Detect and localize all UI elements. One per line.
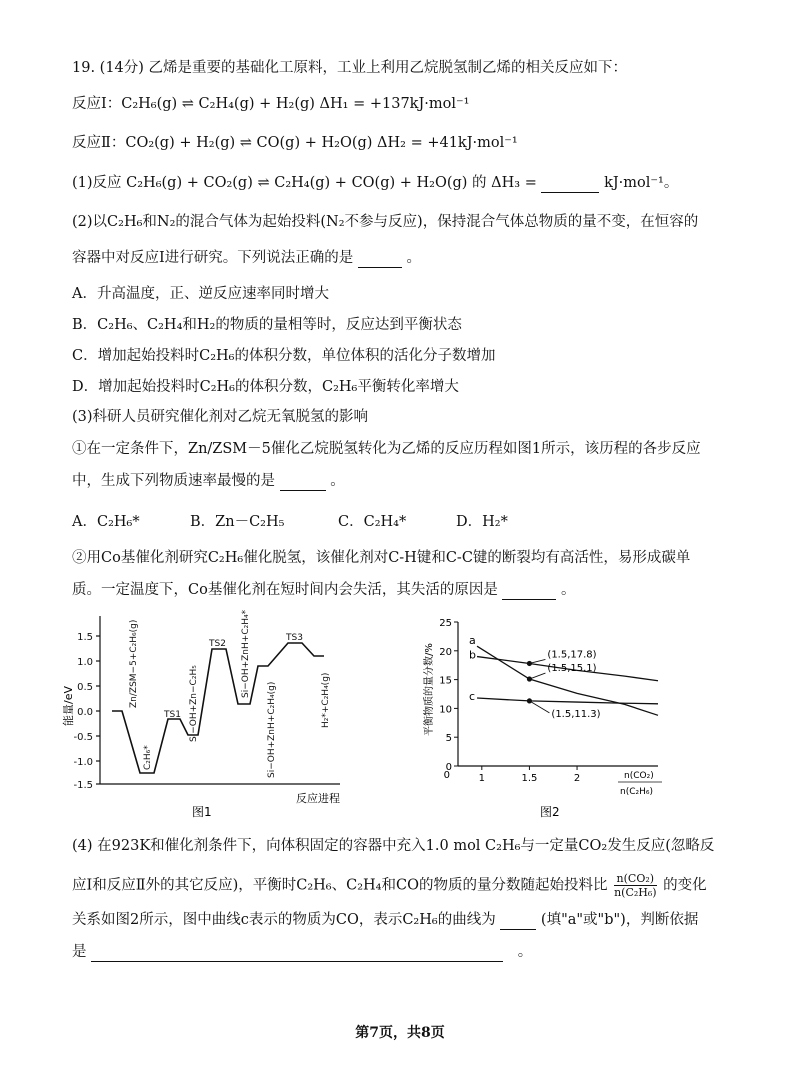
fig2-ylabel: 平衡物质的量分数/% (424, 643, 435, 736)
fig1-ytick: 1.5 (77, 632, 93, 643)
page-footer: 第7页，共8页 (355, 1025, 445, 1041)
part4-line2-end: 的变化 (663, 877, 707, 894)
fig2-annotation-arrow (529, 673, 545, 679)
question-header: 19. (14分) 乙烯是重要的基础化工原料，工业上利用乙烷脱氢制乙烯的相关反应如下： (72, 60, 628, 76)
part4-line2 (72, 872, 707, 899)
fig1-ytick: 0.0 (77, 707, 93, 718)
fig1-xlabel: 反应进程 (296, 792, 340, 805)
fig1-caption: 图1 (192, 805, 212, 819)
part1-text: (1)反应 C₂H₆(g) + CO₂(g) ⇌ C₂H₄(g) + CO(g) + H₂O(g) 的 ΔH₃ = (72, 175, 537, 191)
fraction-numerator: n(CO₂) (614, 872, 657, 886)
part2-line1: (2)以C₂H₆和N₂的混合气体为起始投料(N₂不参与反应)，保持混合气体总物质的量不变，在恒容的 (72, 214, 699, 230)
fig2-xlabel-denominator: n(C₂H₆) (620, 787, 653, 797)
part4-line3-text: 关系如图2所示，图中曲线c表示的物质为CO，表示C₂H₆的曲线为 (72, 912, 496, 928)
fig2-xtick-label: 1 (478, 773, 485, 784)
fig2-curve-label: c (469, 690, 476, 704)
answer-blank-1[interactable] (541, 178, 599, 193)
fig1-ytick: 1.0 (77, 657, 93, 668)
fig2-caption: 图2 (540, 805, 560, 819)
fig1-ytick: -1.0 (73, 757, 93, 768)
answer-blank-2[interactable] (358, 253, 402, 268)
fraction-denominator: n(C₂H₆) (614, 886, 657, 899)
answer-blank-3[interactable] (280, 476, 326, 491)
fig1-label-int1: C₂H₆* (143, 745, 153, 770)
fig2-xlabel-numerator: n(CO₂) (624, 771, 654, 781)
part4-line3 (72, 910, 698, 930)
fig1-label-int3: Si−OH+ZnH+C₂H₄* (241, 609, 251, 698)
part1-unit: kJ·mol⁻¹。 (604, 175, 679, 191)
fig1-ytick: -1.5 (73, 780, 93, 791)
part4-line4 (72, 942, 532, 962)
reaction-1: 反应Ⅰ：C₂H₆(g) ⇌ C₂H₄(g) + H₂(g) ΔH₁ = +137kJ·mol⁻¹ (72, 96, 470, 112)
part4-line3-end: (填"a"或"b")，判断依据 (540, 912, 699, 928)
fig2-ytick-label: 10 (439, 704, 452, 716)
fig1-label-end: H₂*+C₂H₄(g) (321, 672, 331, 728)
part3-2-text: 质。一定温度下，Co基催化剂在短时间内会失活，其失活的原因是 (72, 582, 498, 598)
ratio-fraction (614, 872, 657, 899)
part4-line2-text: 应Ⅰ和反应Ⅱ外的其它反应)，平衡时C₂H₆、C₂H₄和CO的物质的量分数随起始投料比 (72, 877, 608, 894)
part3-1-text: 中，生成下列物质速率最慢的是 (72, 473, 275, 489)
part2-text: 容器中对反应Ⅰ进行研究。下列说法正确的是 (72, 250, 354, 266)
fig2-ytick-label: 0 (445, 762, 452, 773)
part3-1-line1: ①在一定条件下，Zn/ZSM－5催化乙烷脱氢转化为乙烯的反应历程如图1所示，该历程的各步反应 (72, 441, 701, 457)
part4-line4-text: 是 (72, 944, 87, 960)
option-c: C．增加起始投料时C₂H₆的体积分数，单位体积的活化分子数增加 (72, 348, 496, 364)
part4-end: 。 (517, 944, 533, 960)
fig2-xtick-label: 1.5 (521, 773, 538, 784)
option-b: B．C₂H₆、C₂H₄和H₂的物质的量相等时，反应达到平衡状态 (72, 317, 462, 333)
fig2-xtick-label: 2 (573, 773, 581, 784)
part2-end: 。 (406, 250, 421, 266)
choice-a: A．C₂H₆* (72, 514, 140, 530)
part2-line2 (72, 248, 421, 268)
part4-line1: (4) 在923K和催化剂条件下，向体积固定的容器中充入1.0 mol C₂H₆与一定量CO₂发生反应(忽略反 (72, 838, 715, 854)
figure2-line-chart (418, 606, 678, 820)
fig1-ytick: 0.5 (77, 682, 93, 693)
choice-c: C．C₂H₄* (338, 514, 407, 530)
answer-blank-6[interactable] (91, 947, 503, 962)
fig2-annotation: (1.5,15.1) (547, 663, 597, 675)
option-a: A．升高温度，正、逆反应速率同时增大 (72, 286, 329, 302)
fig1-ytick: -0.5 (73, 732, 93, 743)
part3-1-line2 (72, 471, 345, 491)
fig1-label-ts2: TS2 (209, 639, 226, 649)
answer-blank-4[interactable] (502, 585, 556, 600)
fig1-label-ts3: TS3 (286, 633, 303, 643)
fig1-label-start: Zn/ZSM−5+C₂H₆(g) (129, 619, 139, 708)
figure1-energy-diagram (60, 606, 360, 820)
fig2-ytick-label: 5 (445, 733, 452, 745)
part3-2-end: 。 (561, 582, 576, 598)
choice-d: D．H₂* (456, 514, 508, 530)
fig1-label-int2: Si−OH+Zn−C₂H₅ (189, 665, 199, 742)
fig2-annotation-arrow (529, 659, 545, 663)
fig2-curve-label: a (469, 634, 476, 648)
option-d: D．增加起始投料时C₂H₆的体积分数，C₂H₆平衡转化率增大 (72, 379, 459, 395)
fig1-label-int4: Si−OH+ZnH+C₂H₄(g) (267, 681, 277, 778)
fig2-annotation: (1.5,11.3) (551, 708, 601, 720)
reaction-2: 反应Ⅱ：CO₂(g) + H₂(g) ⇌ CO(g) + H₂O(g) ΔH₂ = +41kJ·mol⁻¹ (72, 135, 518, 151)
part3-1-end: 。 (330, 473, 345, 489)
fig2-curve-c (477, 698, 658, 704)
part3: (3)科研人员研究催化剂对乙烷无氧脱氢的影响 (72, 409, 369, 425)
choice-b: B．Zn－C₂H₅ (190, 514, 285, 530)
fig1-ylabel: 能量/eV (62, 686, 75, 726)
answer-blank-5[interactable] (500, 915, 536, 930)
fig1-label-ts1: TS1 (164, 710, 181, 720)
fig2-ytick-label: 25 (439, 618, 452, 629)
part3-2-line2 (72, 580, 576, 600)
part3-2-line1: ②用Co基催化剂研究C₂H₆催化脱氢，该催化剂对C-H键和C-C键的断裂均有高活性，易形成碳单 (72, 550, 691, 566)
fig2-data-point (527, 676, 532, 681)
fig2-annotation-arrow (529, 701, 549, 713)
fig2-ytick-label: 20 (439, 646, 452, 658)
fig2-ytick-label: 15 (439, 675, 452, 687)
fig2-origin-label: 0 (443, 770, 450, 781)
fig2-curve-label: b (469, 648, 477, 662)
part1 (72, 173, 678, 193)
fig2-annotation: (1.5,17.8) (547, 649, 597, 661)
